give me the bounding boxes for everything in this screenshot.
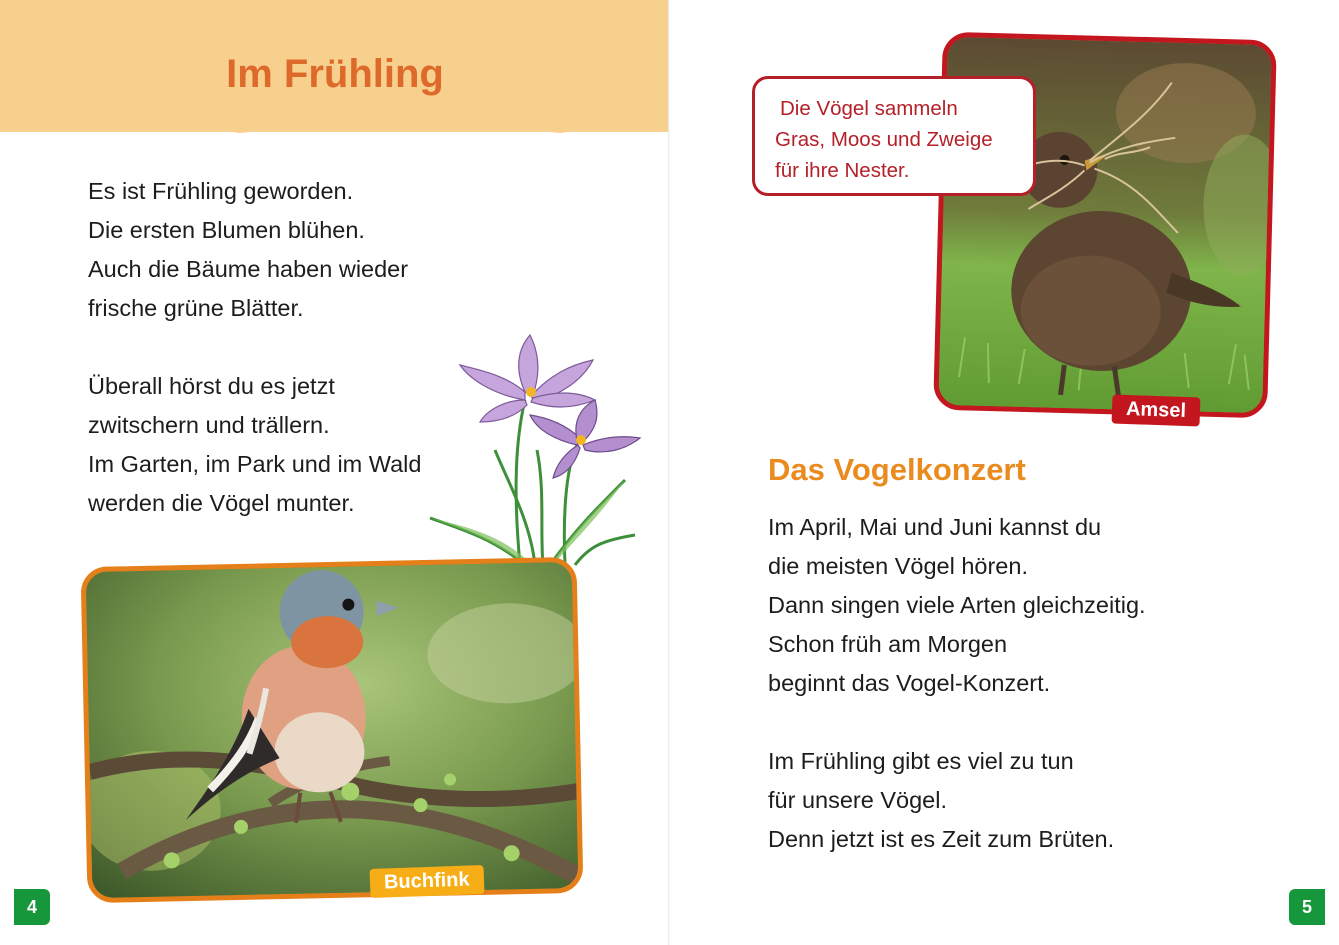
book-gutter bbox=[668, 0, 670, 945]
speech-bubble bbox=[752, 76, 1036, 196]
chaffinch-photo bbox=[81, 557, 584, 903]
text-line: für unsere Vögel. bbox=[768, 787, 947, 813]
text-line: Im Frühling gibt es viel zu tun bbox=[768, 748, 1074, 774]
text-line: Es ist Frühling geworden. bbox=[88, 178, 354, 204]
text-line: frische grüne Blätter. bbox=[88, 295, 304, 321]
text-line: Dann singen viele Arten gleichzeitig. bbox=[768, 592, 1146, 618]
text-line: Die ersten Blumen blühen. bbox=[88, 217, 365, 243]
text-line: zwitschern und trällern. bbox=[88, 412, 330, 438]
text-line: Auch die Bäume haben wieder bbox=[88, 256, 409, 282]
text-line: die meisten Vögel hören. bbox=[768, 553, 1028, 579]
text-line: Im Garten, im Park und im Wald bbox=[88, 451, 422, 477]
left-text-block bbox=[88, 172, 421, 523]
page-title: Im Frühling bbox=[226, 52, 444, 96]
section-title: Das Vogelkonzert bbox=[768, 452, 1026, 487]
speech-line: Gras, Moos und Zweige bbox=[775, 128, 993, 151]
speech-line: für ihre Nester. bbox=[775, 159, 910, 182]
text-line: beginnt das Vogel-Konzert. bbox=[768, 670, 1051, 696]
speech-line: Die Vögel sammeln bbox=[780, 97, 958, 120]
page-number-left: 4 bbox=[14, 889, 50, 925]
text-line: Im April, Mai und Juni kannst du bbox=[768, 514, 1102, 540]
text-line: werden die Vögel munter. bbox=[88, 490, 355, 516]
crocus-flower-illustration bbox=[425, 330, 650, 570]
page-number-right: 5 bbox=[1289, 889, 1325, 925]
chaffinch-caption: Buchfink bbox=[370, 865, 485, 898]
text-line: Schon früh am Morgen bbox=[768, 631, 1008, 657]
right-text-block bbox=[768, 508, 1146, 859]
blackbird-caption: Amsel bbox=[1112, 394, 1201, 426]
text-line: Überall hörst du es jetzt bbox=[88, 373, 335, 399]
text-line: Denn jetzt ist es Zeit zum Brüten. bbox=[768, 826, 1115, 852]
